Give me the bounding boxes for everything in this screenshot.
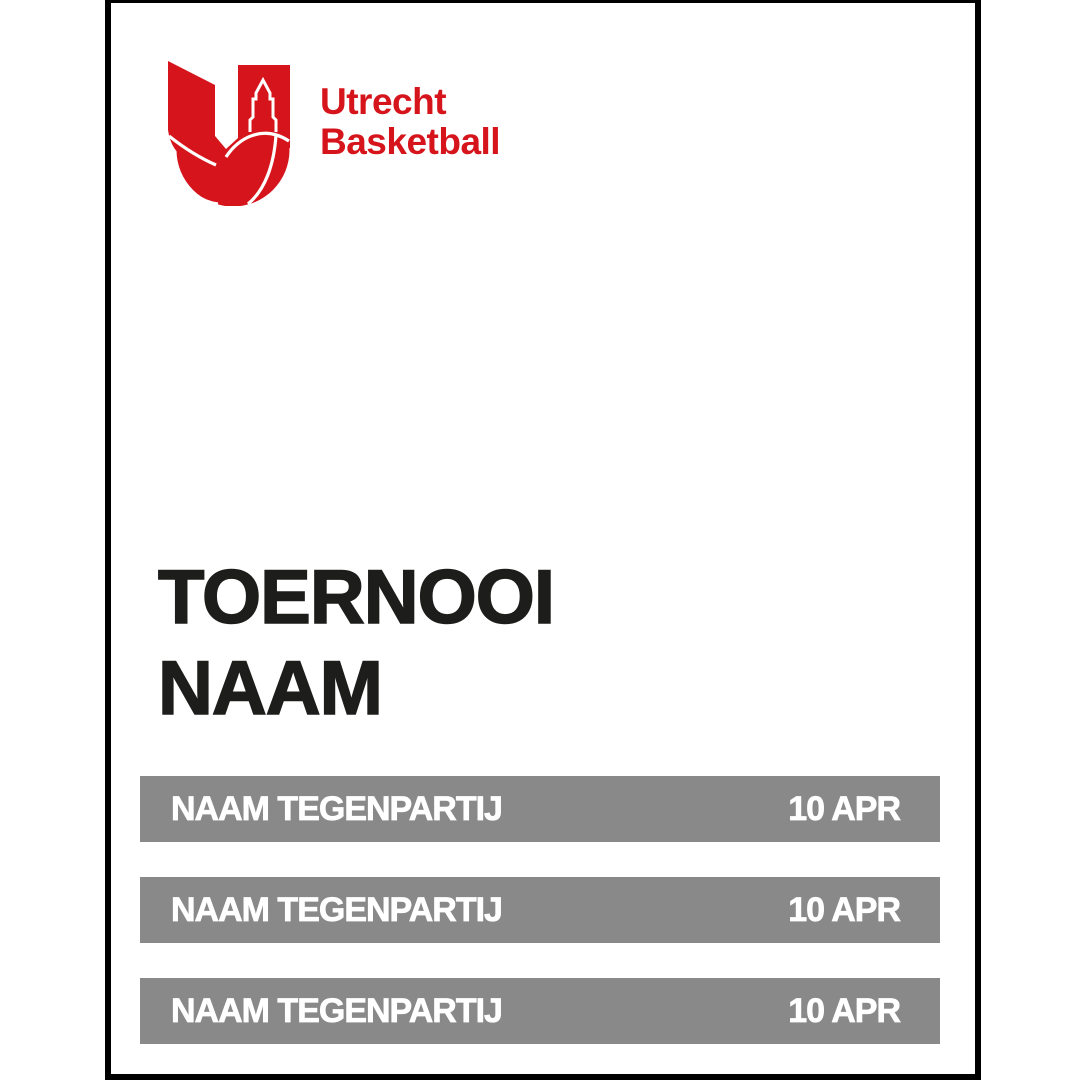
match-date: 10 APR	[788, 991, 900, 1030]
logo-left-bar	[168, 61, 215, 160]
tournament-title	[158, 552, 554, 734]
title-line2: NAAM	[158, 646, 382, 731]
opponent-name: NAAM TEGENPARTIJ	[171, 890, 502, 929]
logo-gap-wedge	[215, 60, 238, 149]
utrecht-basketball-logo	[168, 60, 290, 206]
opponent-name: NAAM TEGENPARTIJ	[171, 991, 502, 1030]
brand-wordmark	[320, 82, 500, 162]
match-date: 10 APR	[788, 890, 900, 929]
brand-line1: Utrecht	[320, 81, 447, 122]
match-row	[140, 776, 940, 842]
match-row	[140, 978, 940, 1044]
opponent-name: NAAM TEGENPARTIJ	[171, 789, 502, 828]
logo-right-bar	[238, 65, 290, 156]
match-row	[140, 877, 940, 943]
brand-line2: Basketball	[320, 121, 501, 162]
match-date: 10 APR	[788, 789, 900, 828]
title-line1: TOERNOOI	[158, 555, 554, 640]
